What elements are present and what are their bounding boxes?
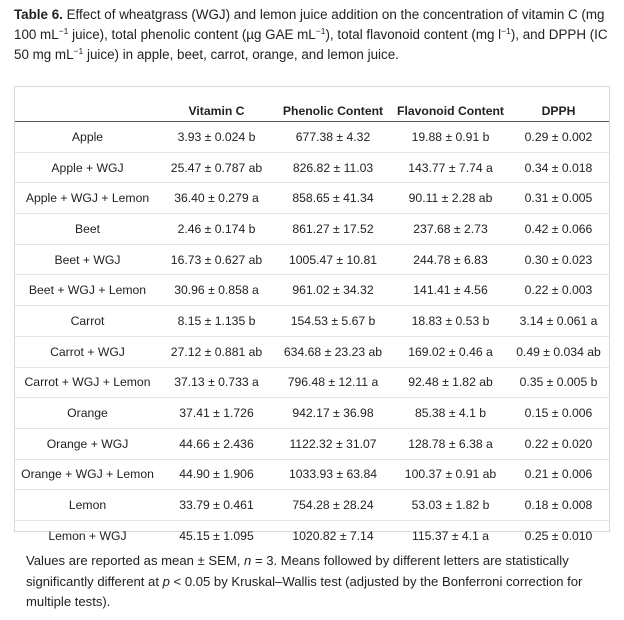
vitamin-c-cell: 37.13 ± 0.733 a	[160, 367, 273, 398]
flavonoid-cell: 90.11 ± 2.28 ab	[393, 183, 508, 214]
dpph-cell: 0.29 ± 0.002	[508, 122, 609, 153]
phenolic-cell: 154.53 ± 5.67 b	[273, 306, 393, 337]
phenolic-cell: 826.82 ± 11.03	[273, 152, 393, 183]
table-row	[15, 336, 609, 367]
sample-cell: Lemon	[15, 490, 160, 521]
phenolic-cell: 796.48 ± 12.11 a	[273, 367, 393, 398]
dpph-cell: 0.15 ± 0.006	[508, 398, 609, 429]
table-caption	[14, 5, 612, 65]
table-body	[15, 122, 609, 551]
caption-text-2: juice), total phenolic content (µg GAE mL	[68, 27, 316, 42]
sample-cell: Orange + WGJ	[15, 428, 160, 459]
vitamin-c-cell: 44.66 ± 2.436	[160, 428, 273, 459]
dpph-cell: 0.30 ± 0.023	[508, 244, 609, 275]
table-row	[15, 214, 609, 245]
table-header-row	[15, 87, 609, 122]
footnote-p-symbol: p	[162, 573, 170, 589]
data-table-container	[14, 86, 610, 543]
dpph-cell: 0.34 ± 0.018	[508, 152, 609, 183]
footnote-text-1: Values are reported as mean ± SEM,	[26, 553, 245, 568]
phenolic-cell: 961.02 ± 34.32	[273, 275, 393, 306]
caption-text-5: juice) in apple, beet, carrot, orange, and lemon juice.	[83, 47, 399, 62]
sample-cell: Apple + WGJ + Lemon	[15, 183, 160, 214]
caption-text-4: ), and DPPH (IC 50 mg mL	[14, 27, 608, 62]
vitamin-c-cell: 44.90 ± 1.906	[160, 459, 273, 490]
flavonoid-cell: 169.02 ± 0.46 a	[393, 336, 508, 367]
flavonoid-cell: 237.68 ± 2.73	[393, 214, 508, 245]
header-flavonoid-content: Flavonoid Content	[393, 87, 508, 122]
table-row	[15, 152, 609, 183]
phenolic-cell: 858.65 ± 41.34	[273, 183, 393, 214]
caption-sup-1: −1	[58, 26, 69, 36]
data-table	[15, 87, 609, 551]
footnote-text-2: = 3. Means followed by different letters are statistically significantly different at	[26, 553, 569, 589]
phenolic-cell: 677.38 ± 4.32	[273, 122, 393, 153]
sample-cell: Beet	[15, 214, 160, 245]
footnote-n-symbol: n	[244, 553, 252, 568]
caption-text-1: Effect of wheatgrass (WGJ) and lemon juice addition on the concentration of vitamin C (mg 100 mL	[14, 7, 605, 42]
vitamin-c-cell: 3.93 ± 0.024 b	[160, 122, 273, 153]
flavonoid-cell: 128.78 ± 6.38 a	[393, 428, 508, 459]
sample-cell: Beet + WGJ + Lemon	[15, 275, 160, 306]
dpph-cell: 3.14 ± 0.061 a	[508, 306, 609, 337]
header-sample	[15, 87, 160, 122]
vitamin-c-cell: 36.40 ± 0.279 a	[160, 183, 273, 214]
sample-cell: Carrot + WGJ	[15, 336, 160, 367]
vitamin-c-cell: 25.47 ± 0.787 ab	[160, 152, 273, 183]
flavonoid-cell: 143.77 ± 7.74 a	[393, 152, 508, 183]
phenolic-cell: 1033.93 ± 63.84	[273, 459, 393, 490]
table-row	[15, 428, 609, 459]
dpph-cell: 0.22 ± 0.003	[508, 275, 609, 306]
dpph-cell: 0.18 ± 0.008	[508, 490, 609, 521]
sample-cell: Orange	[15, 398, 160, 429]
flavonoid-cell: 100.37 ± 0.91 ab	[393, 459, 508, 490]
table-footnote	[26, 551, 606, 613]
table-row	[15, 306, 609, 337]
phenolic-cell: 1122.32 ± 31.07	[273, 428, 393, 459]
vitamin-c-cell: 8.15 ± 1.135 b	[160, 306, 273, 337]
sample-cell: Orange + WGJ + Lemon	[15, 459, 160, 490]
sample-cell: Apple + WGJ	[15, 152, 160, 183]
caption-sup-2: −1	[315, 26, 326, 36]
table-row	[15, 459, 609, 490]
dpph-cell: 0.49 ± 0.034 ab	[508, 336, 609, 367]
table-row	[15, 520, 609, 550]
sample-cell: Carrot	[15, 306, 160, 337]
phenolic-cell: 861.27 ± 17.52	[273, 214, 393, 245]
flavonoid-cell: 115.37 ± 4.1 a	[412, 528, 489, 543]
dpph-cell: 0.21 ± 0.006	[508, 459, 609, 490]
phenolic-cell: 634.68 ± 23.23 ab	[273, 336, 393, 367]
vitamin-c-cell: 27.12 ± 0.881 ab	[160, 336, 273, 367]
table-row	[15, 490, 609, 521]
sample-cell: Carrot + WGJ + Lemon	[15, 367, 160, 398]
dpph-cell: 0.42 ± 0.066	[508, 214, 609, 245]
table-row	[15, 244, 609, 275]
table-row	[15, 398, 609, 429]
sample-cell: Lemon + WGJ	[48, 528, 127, 543]
caption-text-3: ), total flavonoid content (mg l	[325, 27, 502, 42]
flavonoid-cell: 85.38 ± 4.1 b	[393, 398, 508, 429]
vitamin-c-cell: 45.15 ± 1.095	[179, 528, 254, 543]
vitamin-c-cell: 30.96 ± 0.858 a	[160, 275, 273, 306]
header-phenolic-content: Phenolic Content	[273, 87, 393, 122]
dpph-cell: 0.35 ± 0.005 b	[508, 367, 609, 398]
table-row	[15, 367, 609, 398]
dpph-cell: 0.25 ± 0.010	[524, 528, 593, 543]
caption-sup-4: −1	[73, 46, 84, 56]
table-row	[15, 122, 609, 153]
dpph-cell: 0.22 ± 0.020	[508, 428, 609, 459]
header-dpph: DPPH	[508, 87, 609, 122]
flavonoid-cell: 141.41 ± 4.56	[393, 275, 508, 306]
flavonoid-cell: 18.83 ± 0.53 b	[393, 306, 508, 337]
phenolic-cell: 1020.82 ± 7.14	[292, 528, 374, 543]
footnote-text-3: < 0.05 by Kruskal–Wallis test (adjusted by the Bonferroni correction for multiple tests).	[26, 573, 583, 609]
flavonoid-cell: 19.88 ± 0.91 b	[393, 122, 508, 153]
vitamin-c-cell: 33.79 ± 0.461	[160, 490, 273, 521]
dpph-cell: 0.31 ± 0.005	[508, 183, 609, 214]
flavonoid-cell: 244.78 ± 6.83	[393, 244, 508, 275]
phenolic-cell: 754.28 ± 28.24	[273, 490, 393, 521]
phenolic-cell: 1005.47 ± 10.81	[273, 244, 393, 275]
flavonoid-cell: 53.03 ± 1.82 b	[393, 490, 508, 521]
phenolic-cell: 942.17 ± 36.98	[273, 398, 393, 429]
vitamin-c-cell: 16.73 ± 0.627 ab	[160, 244, 273, 275]
sample-cell: Apple	[15, 122, 160, 153]
flavonoid-cell: 92.48 ± 1.82 ab	[393, 367, 508, 398]
vitamin-c-cell: 2.46 ± 0.174 b	[160, 214, 273, 245]
table-label: Table 6.	[14, 7, 63, 22]
vitamin-c-cell: 37.41 ± 1.726	[160, 398, 273, 429]
header-vitamin-c: Vitamin C	[160, 87, 273, 122]
sample-cell: Beet + WGJ	[15, 244, 160, 275]
caption-sup-3: −1	[501, 26, 511, 36]
table-row	[15, 275, 609, 306]
table-row	[15, 183, 609, 214]
